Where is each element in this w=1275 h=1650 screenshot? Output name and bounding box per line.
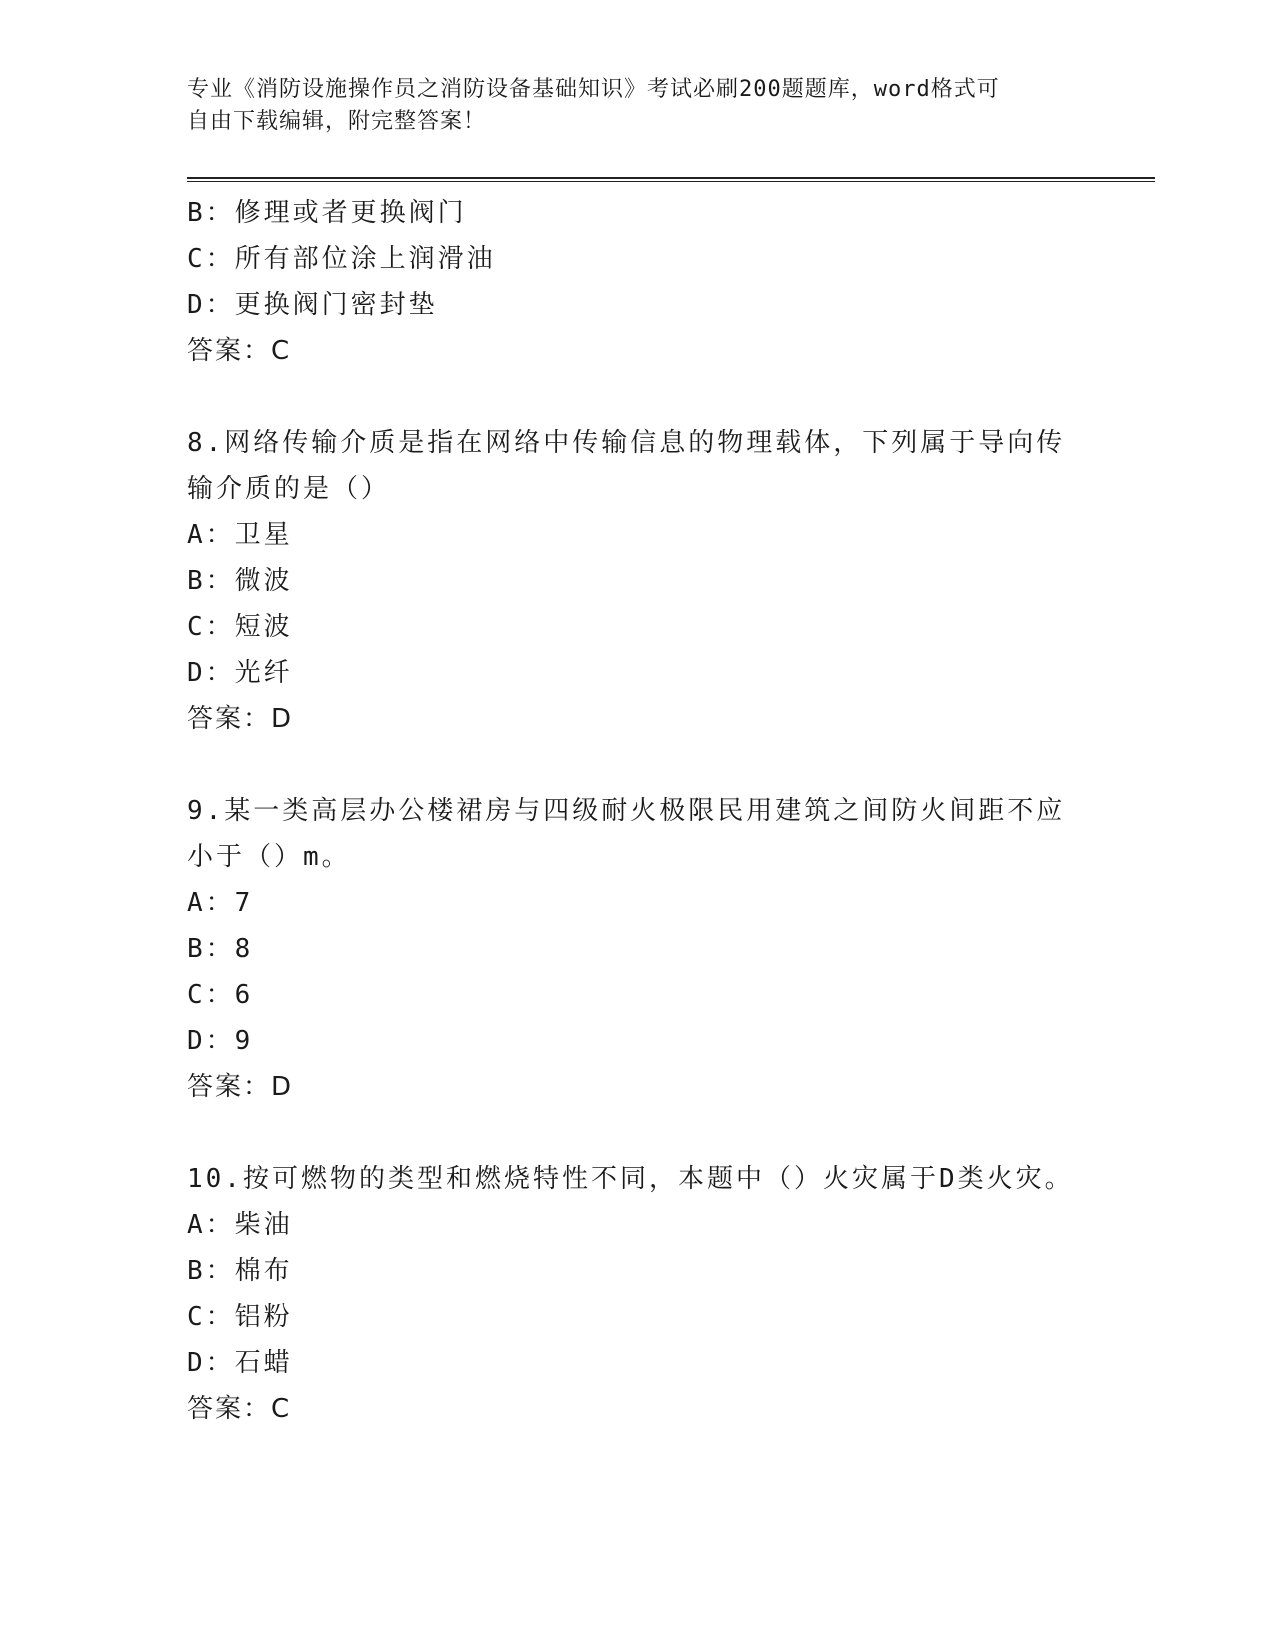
question-10 — [187, 1156, 1074, 1432]
option-b: B：棉布 — [187, 1256, 293, 1286]
option-b: B：8 — [187, 934, 254, 964]
question-9 — [187, 788, 1067, 1110]
spacer — [187, 742, 1067, 788]
header-title-line-2: 自由下载编辑，附完整答案！ — [187, 109, 487, 134]
option-d: D：更换阀门密封垫 — [187, 290, 438, 320]
option-c: C：短波 — [187, 612, 293, 642]
question-stem-continued: 输介质的是（） — [187, 474, 391, 504]
spacer — [187, 374, 1067, 420]
question-stem: 8.网络传输介质是指在网络中传输信息的物理载体，下列属于导向传 — [187, 428, 1066, 458]
header-divider — [187, 177, 1155, 182]
spacer — [187, 1110, 1067, 1156]
option-c: C：铝粉 — [187, 1302, 293, 1332]
question-stem: 10.按可燃物的类型和燃烧特性不同，本题中（）火灾属于D类火灾。 — [187, 1164, 1074, 1194]
question-stem: 9.某一类高层办公楼裙房与四级耐火极限民用建筑之间防火间距不应 — [187, 796, 1066, 826]
option-b: B：微波 — [187, 566, 293, 596]
answer-line: 答案：D — [187, 704, 294, 734]
header-title-line-1: 专业《消防设施操作员之消防设备基础知识》考试必刷200题题库，word格式可 — [187, 77, 1000, 102]
option-c: C：所有部位涂上润滑油 — [187, 244, 496, 274]
option-a: A：7 — [187, 888, 254, 918]
option-a: A：柴油 — [187, 1210, 293, 1240]
question-8 — [187, 420, 1067, 742]
answer-line: 答案：D — [187, 1072, 294, 1102]
option-c: C：6 — [187, 980, 254, 1010]
question-stem-continued: 小于（）m。 — [187, 842, 351, 872]
option-d: D：石蜡 — [187, 1348, 293, 1378]
option-b: B：修理或者更换阀门 — [187, 198, 467, 228]
option-d: D：9 — [187, 1026, 254, 1056]
question-list — [187, 190, 1074, 1432]
option-d: D：光纤 — [187, 658, 293, 688]
answer-line: 答案：C — [187, 1394, 292, 1424]
question-7 — [187, 190, 1067, 374]
document-header — [187, 74, 1067, 138]
answer-line: 答案：C — [187, 336, 292, 366]
option-a: A：卫星 — [187, 520, 293, 550]
